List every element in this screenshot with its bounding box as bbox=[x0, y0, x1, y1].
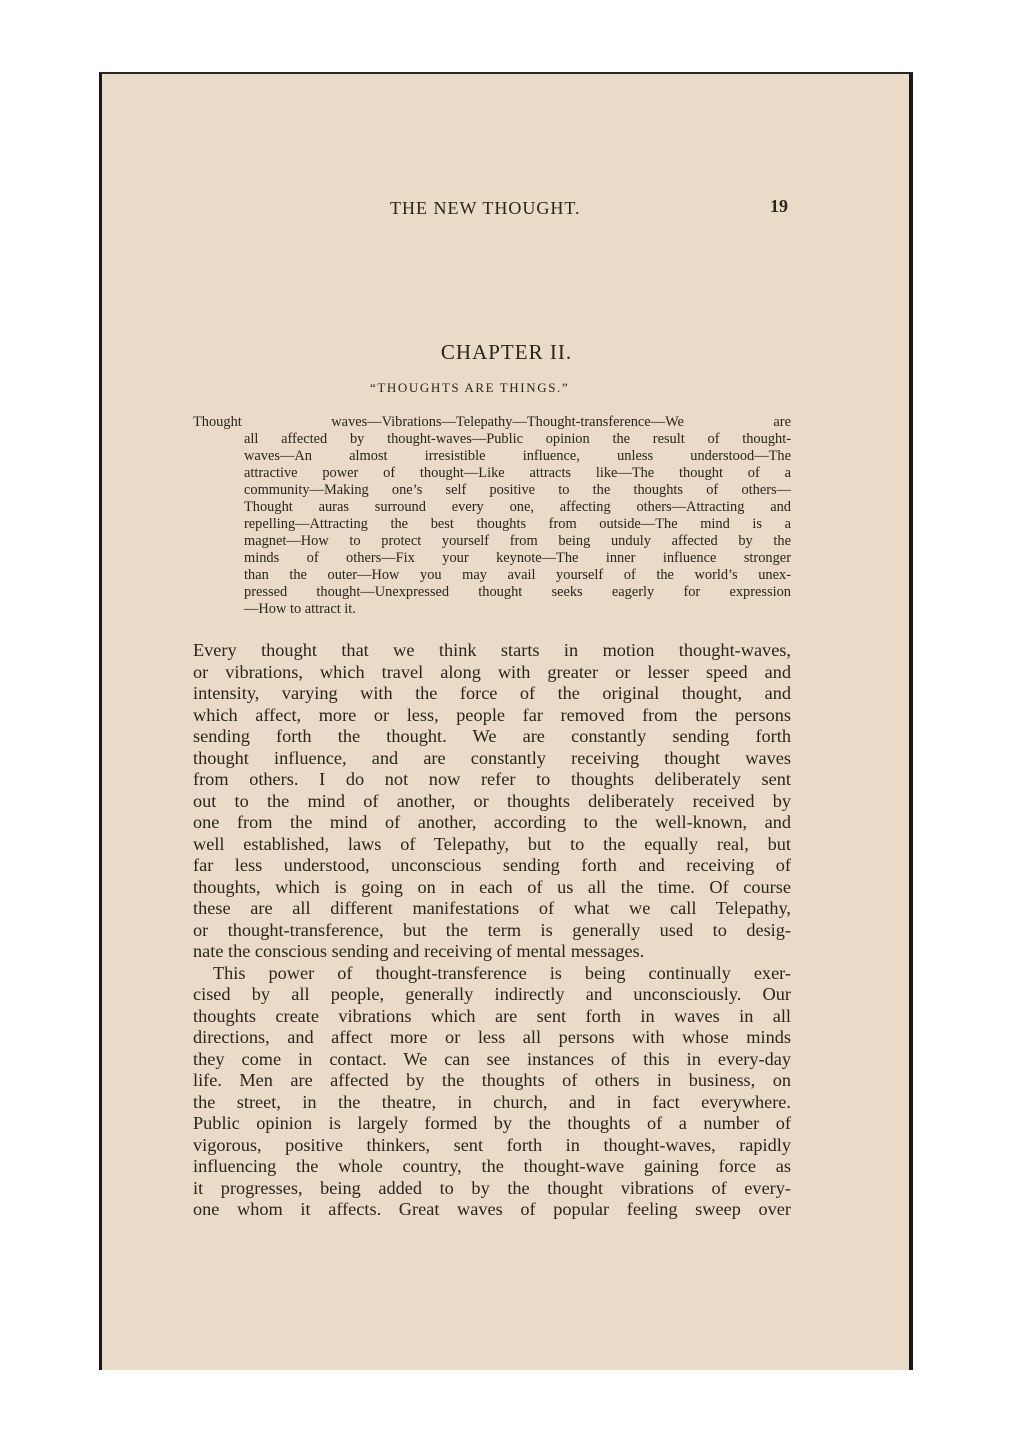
body-line: cised by all people, generally indirectly and unconsciously. Our bbox=[193, 984, 791, 1004]
body-line: the street, in the theatre, in church, and in fact everywhere. bbox=[193, 1091, 791, 1112]
body-line: vigorous, positive thinkers, sent forth in thought-waves, rapidly bbox=[193, 1134, 791, 1155]
chapter-title: CHAPTER II. bbox=[440, 340, 573, 364]
body-line: nate the conscious sending and receiving of mental messages. bbox=[193, 941, 645, 961]
page-number: 19 bbox=[770, 196, 788, 216]
body-line: these are all different manifestations of what we call Telepathy, bbox=[193, 898, 791, 918]
synopsis-line: Thought auras surround every one, affecting others—Attracting and bbox=[244, 499, 791, 515]
body-line: intensity, varying with the force of the original thought, and bbox=[193, 683, 791, 703]
synopsis-line: magnet—How to protect yourself from being unduly affected by the bbox=[244, 533, 791, 549]
synopsis-line: Thought waves—Vibrations—Telepathy—Thought-transference—We are bbox=[193, 414, 791, 430]
chapter-subtitle: “THOUGHTS ARE THINGS.” bbox=[370, 380, 570, 395]
body-line: thoughts, which is going on in each of us all the time. Of course bbox=[193, 876, 791, 897]
synopsis-line: repelling—Attracting the best thoughts from outside—The mind is a bbox=[244, 516, 791, 532]
body-line: Every thought that we think starts in motion thought-waves, bbox=[193, 640, 791, 660]
body-line: it progresses, being added to by the thought vibrations of every- bbox=[193, 1177, 791, 1198]
body-line: directions, and affect more or less all persons with whose minds bbox=[193, 1027, 791, 1047]
body-text bbox=[193, 640, 791, 1221]
running-head: THE NEW THOUGHT. bbox=[390, 198, 581, 218]
body-line: sending forth the thought. We are constantly sending forth bbox=[193, 726, 791, 746]
body-line: well established, laws of Telepathy, but to the equally real, but bbox=[193, 833, 791, 854]
body-line: thought influence, and are constantly receiving thought waves bbox=[193, 747, 791, 768]
synopsis-line: attractive power of thought—Like attracts like—The thought of a bbox=[244, 465, 791, 481]
page-edge-shadow bbox=[909, 74, 913, 1370]
synopsis-line: than the outer—How you may avail yourself of the world’s unex- bbox=[244, 567, 791, 583]
body-line: far less understood, unconscious sending forth and receiving of bbox=[193, 855, 791, 875]
body-line: influencing the whole country, the thought-wave gaining force as bbox=[193, 1156, 791, 1176]
body-line: one from the mind of another, according to the well-known, and bbox=[193, 812, 791, 832]
body-line: which affect, more or less, people far removed from the persons bbox=[193, 704, 791, 725]
chapter-synopsis bbox=[193, 414, 791, 618]
synopsis-line: all affected by thought-waves—Public opinion the result of thought- bbox=[244, 431, 791, 447]
body-line: life. Men are affected by the thoughts of others in business, on bbox=[193, 1070, 791, 1090]
synopsis-line: minds of others—Fix your keynote—The inner influence stronger bbox=[244, 550, 791, 566]
synopsis-line: pressed thought—Unexpressed thought seeks eagerly for expression bbox=[244, 584, 791, 600]
body-line: from others. I do not now refer to thoughts deliberately sent bbox=[193, 769, 791, 789]
body-line: or vibrations, which travel along with greater or lesser speed and bbox=[193, 661, 791, 682]
synopsis-line: community—Making one’s self positive to the thoughts of others— bbox=[244, 482, 791, 498]
synopsis-line: waves—An almost irresistible influence, unless understood—The bbox=[244, 448, 791, 464]
body-line: thoughts create vibrations which are sent forth in waves in all bbox=[193, 1005, 791, 1026]
body-line: they come in contact. We can see instances of this in every-day bbox=[193, 1048, 791, 1069]
body-line: Public opinion is largely formed by the thoughts of a number of bbox=[193, 1113, 791, 1133]
synopsis-line: —How to attract it. bbox=[244, 601, 356, 617]
body-line: or thought-transference, but the term is generally used to desig- bbox=[193, 919, 791, 940]
body-line: one whom it affects. Great waves of popular feeling sweep over bbox=[193, 1199, 791, 1219]
body-line: This power of thought-transference is being continually exer- bbox=[213, 962, 791, 983]
body-line: out to the mind of another, or thoughts deliberately received by bbox=[193, 790, 791, 811]
